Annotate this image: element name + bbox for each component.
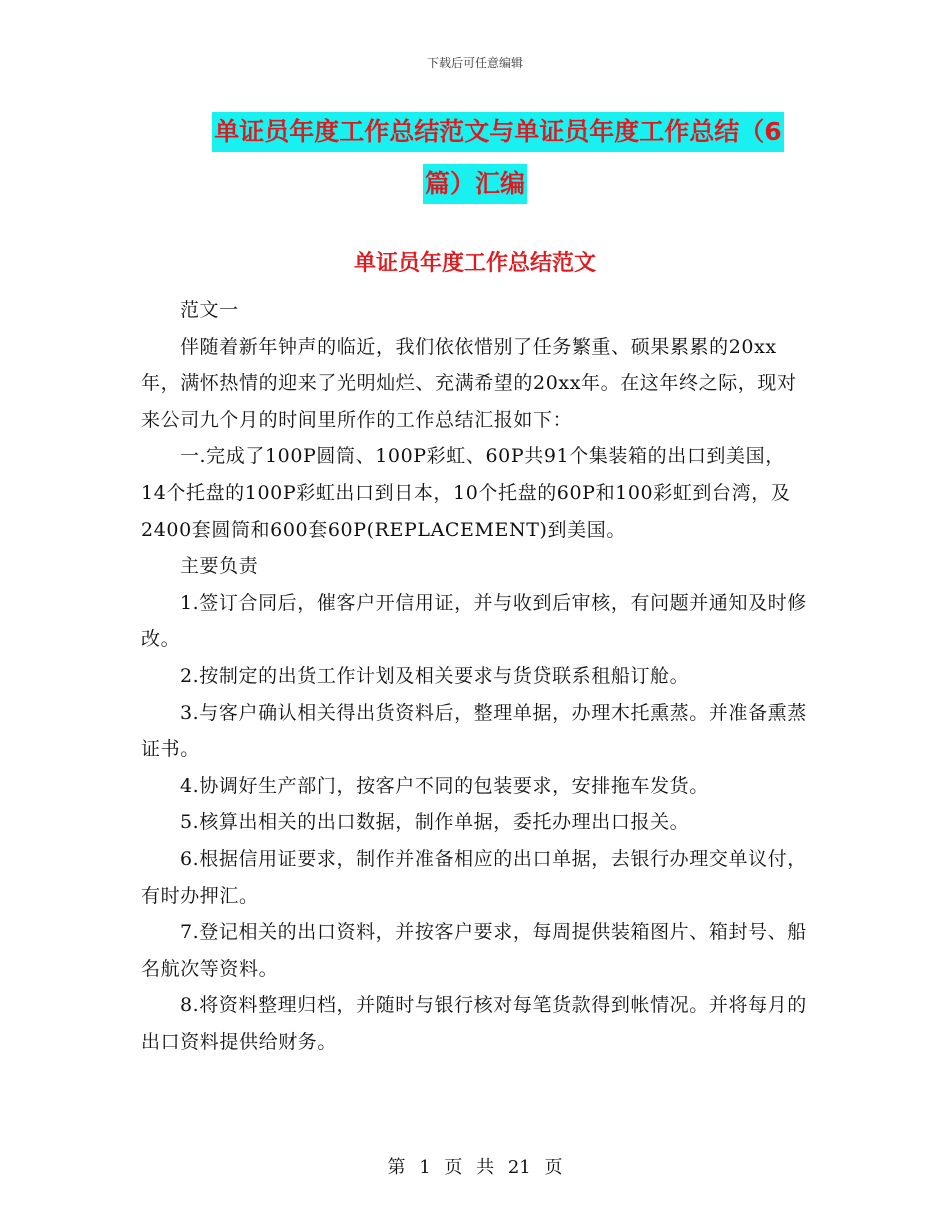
paragraph: 8.将资料整理归档，并随时与银行核对每笔货款得到帐情况。并将每月的出口资料提供给财务。 — [141, 994, 807, 1053]
document-title — [0, 106, 950, 210]
body-text — [141, 292, 809, 1060]
paragraph: 伴随着新年钟声的临近，我们依依惜别了任务繁重、硕果累累的20xx年，满怀热情的迎来了光明灿烂、充满希望的20xx年。在这年终之际，现对来公司九个月的时间里所作的工作总结汇报如下： — [141, 335, 797, 431]
document-title-line-1: 单证员年度工作总结范文与单证员年度工作总结（6 — [212, 112, 783, 152]
page-footer: 第 1 页 共 21 页 — [387, 1157, 563, 1178]
paragraph: 7.登记相关的出口资料，并按客户要求，每周提供装箱图片、箱封号、船名航次等资料。 — [141, 921, 807, 980]
paragraph: 3.与客户确认相关得出货资料后，整理单据，办理木托熏蒸。并准备熏蒸证书。 — [141, 701, 807, 761]
paragraph: 范文一 — [179, 299, 239, 321]
section-title: 单证员年度工作总结范文 — [353, 251, 596, 276]
document-title-line-2: 篇）汇编 — [423, 164, 527, 204]
paragraph: 5.核算出相关的出口数据，制作单据，委托办理出口报关。 — [179, 811, 690, 834]
paragraph: 4.协调好生产部门，按客户不同的包装要求，安排拖车发货。 — [179, 774, 709, 797]
paragraph: 主要负责 — [179, 555, 259, 578]
paragraph: 2.按制定的出货工作计划及相关要求与货贷联系租船订舱。 — [179, 664, 690, 687]
header-note: 下载后可任意编辑 — [426, 56, 523, 70]
paragraph: 一.完成了100P圆筒、100P彩虹、60P共91个集装箱的出口到美国，14个托盘的100P彩虹出口到日本，10个托盘的60P和100彩虹到台湾，及2400套圆筒和600套60P(REPLACEMENT)到美国。 — [141, 445, 791, 541]
paragraph: 6.根据信用证要求，制作并准备相应的出口单据，去银行办理交单议付，有时办押汇。 — [141, 847, 807, 907]
paragraph: 1.签订合同后，催客户开信用证，并与收到后审核，有问题并通知及时修改。 — [141, 591, 807, 651]
